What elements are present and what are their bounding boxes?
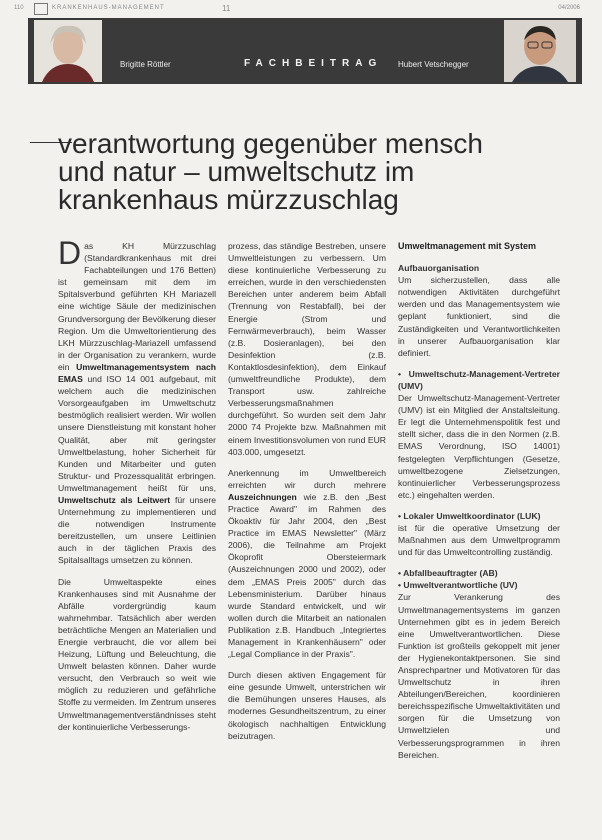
- paragraph: Das KH Mürzzuschlag (Standardkrankenhaus mit drei Fachabteilungen und 176 Betten) ist gemeinsam mit dem im Spitalsverbund geführten KH Mariazell eine wichtige Säule der medizinischen Grundversorgung der Bevölkerung dieser Region. Um die Umweltorientierung des LKH Mürzzuschlag-Mariazell umfassend in der Organisation zu verankern, wurde ein Umweltmanagementsystem nach EMAS und ISO 14 001 aufgebaut, mit welchem auch die medizinischen Vorsorgeaufgaben im Umweltschutz bestmöglich realisiert werden. Wir wollen unsere Dienstleistung mit konstant hoher Qualität, aber mit geringster Umweltbelastung, hoher Sicherheit für Kunden und Mitarbeiter und guten Struktur- und Prozessqualität erbringen. Umweltmanagement heißt für uns, Umweltschutz als Leitwert für unsere Unternehmung zu implementieren und die notwendigen Instrumente bereitzustellen, um unsere Leitlinien auch in der täglichen Praxis des Spitalsalltags umsetzen zu können.: [58, 235, 217, 566]
- paragraph: Anerkennung im Umweltbereich erreichten wir durch mehrere Auszeichnungen wie z.B. den „Best Practice Award" im Rahmen des Ökoaktiv für Jahr 2004, den „Best Practice im EMAS Newsletter" (März 2006), die Teilnahme am Projekt Ökoprofit Obersteiermark (Auszeichnungen 2000 und 2002), oder dem „EMAS Preis 2005" durch das Lebensministerium. Darüber hinaus wurde Standard entwickelt, und wir wollen durch die Mitarbeit an nationalen Publikation z.B. Handbuch „Integriertes Management in Krankenhäusern" oder „Legal Compliance in der Praxis".: [228, 467, 387, 660]
- paragraph: prozess, das ständige Bestreben, unsere Umweltleistungen zu verbessern. Um diese kontinuierliche Verbesserung zu erreichen, wurde in den verschiedensten Bereichen unter anderem beim Abfall (Trennung von Restabfall), bei der Energie (Strom und Fernwärmeverbrauch), beim Wasser (z.B. Dosieranlagen), bei den Desinfektion (z.B. Kontaktlosdesinfektion), dem Einkauf (umweltfreundliche Produkte), dem Transport usw. zahlreiche Verbesserungsmaßnahmen durchgeführt. So wurden seit dem Jahr 2000 74 Projekte bzw. Maßnahmen mit einem Investitionsvolumen von rund EUR 403.000, umgesetzt.: [228, 241, 386, 457]
- bullet-uv: • Umweltverantwortliche (UV): [398, 580, 518, 591]
- page-number: 110: [14, 5, 24, 11]
- paragraph: Zur Verankerung des Umweltmanagementsystems im ganzen Unternehmen gibt es in jedem Bereich eine Umweltverantwortlichen. Diese Funktion ist großteils gekoppelt mit jener der Hygienekontaktpersonen. Sie sind Ansprechpartner und Motivatoren für das Umweltschutz in ihren Abteilungen/Bereichen, koordinieren bereichsspezifische Umweltaktivitäten und sorgen für die Umsetzung von Umweltzielen und Verbesserungsprogrammen in ihren Bereichen.: [398, 592, 560, 760]
- magazine-logo-icon: [34, 3, 48, 15]
- paragraph: Um sicherzustellen, dass alle notwendigen Aktivitäten durchgeführt werden und das Managementsystem wie geplant funktioniert, sind die Zuständigkeiten und Verantwortlichkeiten in unserer Aufbauorganisation klar definiert.: [398, 275, 560, 358]
- section-label: FACHBEITRAG: [244, 58, 383, 69]
- magazine-name: KRANKENHAUS-MANAGEMENT: [52, 5, 165, 11]
- article-column-3: [398, 240, 560, 770]
- author-photo-left: [34, 20, 102, 82]
- author-photo-right: [504, 20, 576, 82]
- article-column-2: [228, 240, 386, 751]
- subheading: Aufbauorganisation: [398, 263, 480, 274]
- bullet-umv: • Umweltschutz-Management-Vertreter (UMV): [398, 368, 560, 391]
- drop-cap: D: [58, 235, 82, 271]
- author-name-left: Brigitte Röttler: [120, 60, 171, 69]
- title-line-3: krankenhaus mürzzuschlag: [58, 184, 399, 215]
- portrait-woman-icon: [34, 20, 102, 82]
- issue-date: 04/2006: [558, 5, 580, 11]
- paragraph: Durch diesen aktiven Engagement für eine gesunde Umwelt, unterstrichen wir die Bemühungen unseres Hauses, als modernes Gesundheitszentrum, zu einer ökologisch nachhaltigen Entwicklung beizutragen.: [228, 670, 386, 741]
- article-column-1: [58, 235, 217, 742]
- title-line-2: und natur – umweltschutz im: [58, 156, 415, 187]
- issue-number: 11: [222, 4, 231, 13]
- paragraph: Der Umweltschutz-Management-Vertreter (UMV) ist ein Mitglied der Anstaltsleitung. Er legt die Unternehmenspolitik fest und stellt sicher, dass die in den Normen (z.B. EMAS Verordnung, ISO 14001) festgelegten Verpflichtungen (Gesetze, umweltbezogene Zielsetzungen, kontinuierlicher Verbesserungsprozess etc.) eingehalten werden.: [398, 393, 560, 500]
- title-line-1: verantwortung gegenüber mensch: [58, 128, 483, 159]
- page-title: [58, 130, 578, 214]
- portrait-man-icon: [504, 20, 576, 82]
- bullet-luk: • Lokaler Umweltkoordinator (LUK): [398, 510, 541, 521]
- bullet-ab: • Abfallbeauftragter (AB): [398, 568, 498, 579]
- top-bar: [0, 0, 602, 16]
- column-heading: Umweltmanagement mit System: [398, 241, 537, 251]
- author-name-right: Hubert Vetschegger: [398, 60, 469, 69]
- paragraph: ist für die operative Umsetzung der Maßnahmen aus dem Umweltprogramm und für das Umweltcontrolling zuständig.: [398, 522, 560, 558]
- paragraph: Die Umweltaspekte eines Krankenhauses sind mit Ausnahme der Abfälle vordergründig kaum wahrnehmbar. Tatsächlich aber werden beträchtliche Mengen an Materialien und Energie verbraucht, die vor allem bei Heizung, Lüftung und Beleuchtung, die Umwelt belasten können. Daher wurde versucht, den Verbrauch so weit wie möglich zu reduzieren und gefährliche Stoffe zu vermeiden. Im Zentrum unseres Umweltmanagementverständnisses steht der kontinuierliche Verbesserungs-: [58, 576, 216, 732]
- author-banner: [28, 18, 582, 84]
